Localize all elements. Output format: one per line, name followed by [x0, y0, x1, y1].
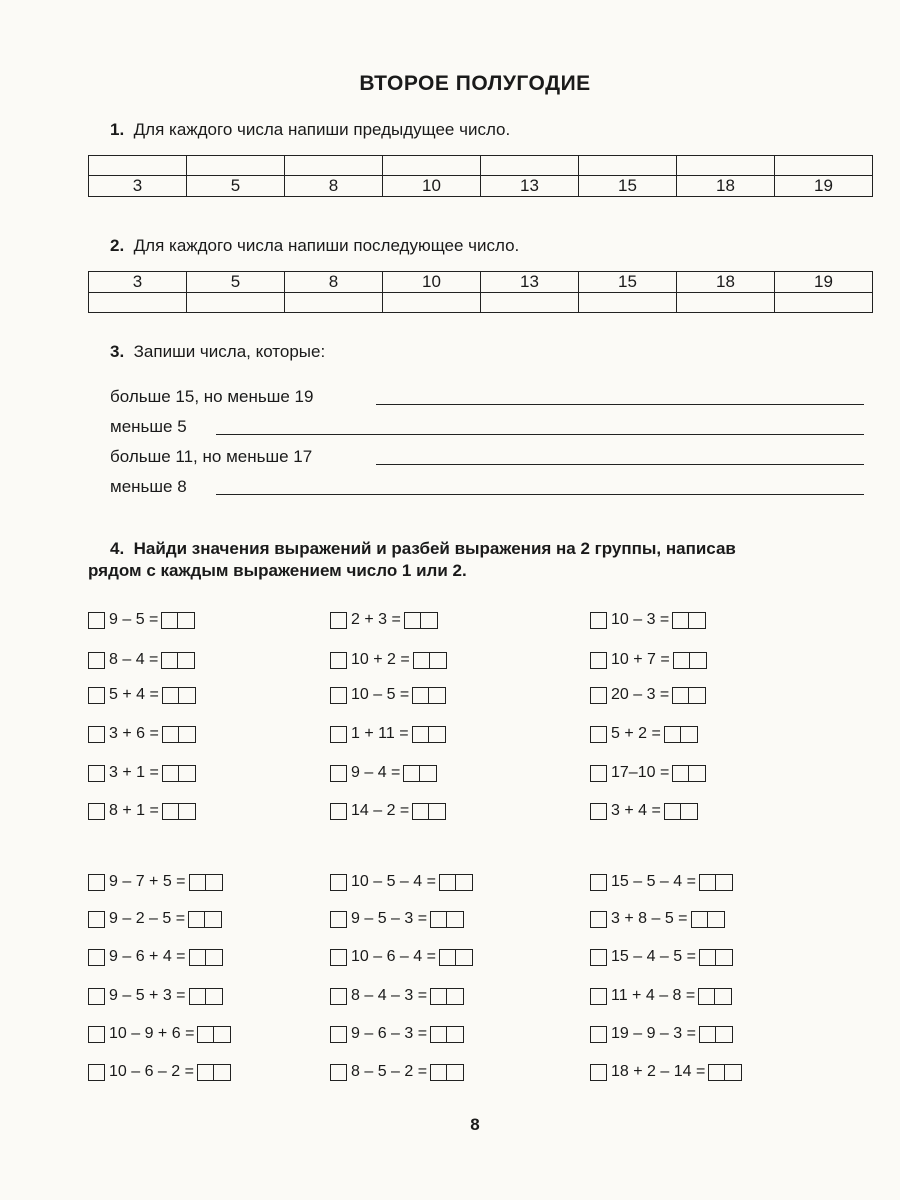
answer-boxes[interactable]	[691, 911, 725, 928]
task1-number-cell: 3	[89, 176, 187, 197]
answer-digit-box[interactable]	[421, 612, 438, 629]
answer-boxes[interactable]	[698, 988, 732, 1005]
group-number-box[interactable]	[330, 612, 347, 629]
answer-digit-box[interactable]	[673, 652, 690, 669]
answer-digit-box[interactable]	[681, 726, 698, 743]
task3-condition: меньше 5	[110, 417, 187, 436]
answer-boxes[interactable]	[403, 765, 437, 782]
answer-digit-box[interactable]	[189, 988, 206, 1005]
group-number-box[interactable]	[330, 874, 347, 891]
answer-boxes[interactable]	[197, 1064, 231, 1081]
expression-row	[88, 987, 223, 1005]
answer-boxes[interactable]	[412, 803, 446, 820]
group-number-box[interactable]	[590, 949, 607, 966]
answer-boxes[interactable]	[672, 765, 706, 782]
answer-boxes[interactable]	[162, 726, 196, 743]
answer-digit-box[interactable]	[430, 911, 447, 928]
answer-boxes[interactable]	[412, 726, 446, 743]
group-number-box[interactable]	[330, 949, 347, 966]
task2-answer-cell[interactable]	[579, 293, 677, 313]
task1-answer-cell[interactable]	[89, 156, 187, 176]
task4-heading	[110, 539, 870, 559]
answer-boxes[interactable]	[430, 1026, 464, 1043]
answer-digit-box[interactable]	[429, 726, 446, 743]
task1-answer-cell[interactable]	[383, 156, 481, 176]
answer-boxes[interactable]	[413, 652, 447, 669]
answer-digit-box[interactable]	[412, 803, 429, 820]
answer-boxes[interactable]	[188, 911, 222, 928]
answer-boxes[interactable]	[699, 1026, 733, 1043]
group-number-box[interactable]	[590, 911, 607, 928]
group-number-box[interactable]	[330, 988, 347, 1005]
answer-boxes[interactable]	[189, 874, 223, 891]
expression-text: 9 – 5 – 3 =	[351, 910, 428, 927]
answer-digit-box[interactable]	[447, 1026, 464, 1043]
expression-text: 17–10 =	[611, 764, 670, 781]
group-number-box[interactable]	[330, 726, 347, 743]
expression-row	[88, 611, 195, 629]
expression-text: 9 – 4 =	[351, 764, 401, 781]
answer-boxes[interactable]	[412, 687, 446, 704]
answer-digit-box[interactable]	[715, 988, 732, 1005]
group-number-box[interactable]	[590, 988, 607, 1005]
group-number-box[interactable]	[330, 652, 347, 669]
group-number-box[interactable]	[590, 1026, 607, 1043]
group-number-box[interactable]	[590, 765, 607, 782]
group-number-box[interactable]	[88, 1026, 105, 1043]
expression-text: 20 – 3 =	[611, 686, 670, 703]
expression-text: 11 + 4 – 8 =	[611, 987, 696, 1004]
answer-digit-box[interactable]	[708, 1064, 725, 1081]
answer-digit-box[interactable]	[179, 726, 196, 743]
expression-text: 5 + 4 =	[109, 686, 159, 703]
answer-digit-box[interactable]	[179, 765, 196, 782]
answer-digit-box[interactable]	[690, 652, 707, 669]
task4-text-line1: Найди значения выражений и разбей выражения на 2 группы, написав	[133, 539, 736, 558]
group-number-box[interactable]	[330, 687, 347, 704]
answer-digit-box[interactable]	[413, 652, 430, 669]
expression-text: 18 + 2 – 14 =	[611, 1063, 706, 1080]
answer-digit-box[interactable]	[197, 1026, 214, 1043]
expression-text: 3 + 6 =	[109, 725, 159, 742]
task4-text-line2: рядом с каждым выражением число 1 или 2.	[88, 561, 467, 580]
expression-text: 2 + 3 =	[351, 611, 401, 628]
answer-digit-box[interactable]	[691, 911, 708, 928]
answer-boxes[interactable]	[699, 949, 733, 966]
expression-row	[330, 686, 446, 704]
task2-number-cell: 13	[481, 272, 579, 293]
answer-boxes[interactable]	[161, 652, 195, 669]
expression-row	[88, 948, 223, 966]
group-number-box[interactable]	[88, 949, 105, 966]
answer-boxes[interactable]	[162, 687, 196, 704]
answer-digit-box[interactable]	[664, 803, 681, 820]
expression-text: 19 – 9 – 3 =	[611, 1025, 696, 1042]
task3-condition: меньше 8	[110, 477, 187, 496]
task1-text: Для каждого числа напиши предыдущее число.	[133, 120, 511, 139]
answer-boxes[interactable]	[699, 874, 733, 891]
expression-text: 10 – 3 =	[611, 611, 670, 628]
answer-boxes[interactable]	[430, 911, 464, 928]
task1-number-cell: 15	[579, 176, 677, 197]
task3-answer-line[interactable]	[376, 404, 864, 405]
answer-boxes[interactable]	[161, 612, 195, 629]
group-number-box[interactable]	[330, 765, 347, 782]
expression-row	[590, 1063, 742, 1081]
task3-text: Запиши числа, которые:	[133, 342, 326, 361]
page-number: 8	[470, 1115, 480, 1134]
answer-digit-box[interactable]	[161, 652, 178, 669]
answer-digit-box[interactable]	[205, 911, 222, 928]
task4-number: 4.	[110, 539, 125, 558]
answer-boxes[interactable]	[162, 765, 196, 782]
task3-condition: больше 11, но меньше 17	[110, 447, 313, 466]
answer-digit-box[interactable]	[672, 687, 689, 704]
task1-number-cell: 8	[285, 176, 383, 197]
expression-row	[330, 725, 446, 743]
expression-row	[88, 651, 195, 669]
answer-boxes[interactable]	[664, 803, 698, 820]
answer-digit-box[interactable]	[689, 687, 706, 704]
task1-heading	[110, 120, 510, 140]
expression-text: 10 – 5 =	[351, 686, 410, 703]
answer-digit-box[interactable]	[162, 687, 179, 704]
answer-digit-box[interactable]	[404, 612, 421, 629]
answer-digit-box[interactable]	[189, 874, 206, 891]
expression-row	[330, 802, 446, 820]
answer-digit-box[interactable]	[162, 765, 179, 782]
expression-row	[330, 1025, 464, 1043]
task2-number-cell: 3	[89, 272, 187, 293]
expression-row	[88, 802, 196, 820]
task1-number-cell: 13	[481, 176, 579, 197]
group-number-box[interactable]	[88, 874, 105, 891]
group-number-box[interactable]	[88, 911, 105, 928]
answer-digit-box[interactable]	[689, 765, 706, 782]
answer-digit-box[interactable]	[447, 911, 464, 928]
answer-digit-box[interactable]	[179, 687, 196, 704]
expression-text: 9 – 6 + 4 =	[109, 948, 186, 965]
task2-answer-cell[interactable]	[775, 293, 873, 313]
answer-digit-box[interactable]	[188, 911, 205, 928]
answer-digit-box[interactable]	[197, 1064, 214, 1081]
answer-digit-box[interactable]	[412, 726, 429, 743]
answer-digit-box[interactable]	[699, 874, 716, 891]
answer-digit-box[interactable]	[672, 612, 689, 629]
expression-row	[330, 910, 464, 928]
task2-heading	[110, 236, 519, 256]
expression-row	[330, 1063, 464, 1081]
expression-text: 15 – 5 – 4 =	[611, 873, 696, 890]
answer-digit-box[interactable]	[439, 949, 456, 966]
answer-boxes[interactable]	[672, 687, 706, 704]
expression-row	[330, 948, 473, 966]
expression-row	[590, 1025, 733, 1043]
answer-digit-box[interactable]	[447, 1064, 464, 1081]
task2-answer-cell[interactable]	[677, 293, 775, 313]
expression-row	[590, 802, 698, 820]
expression-row	[88, 1063, 231, 1081]
answer-boxes[interactable]	[430, 988, 464, 1005]
task2-answer-cell[interactable]	[481, 293, 579, 313]
task3-answer-line[interactable]	[216, 494, 864, 495]
expression-row	[330, 987, 464, 1005]
expression-row	[590, 725, 698, 743]
answer-boxes[interactable]	[404, 612, 438, 629]
task1-number-cell: 10	[383, 176, 481, 197]
answer-digit-box[interactable]	[456, 874, 473, 891]
expression-text: 3 + 8 – 5 =	[611, 910, 688, 927]
answer-digit-box[interactable]	[716, 949, 733, 966]
task1-number-cell: 5	[187, 176, 285, 197]
expression-text: 8 – 4 – 3 =	[351, 987, 428, 1004]
task2-number-cell: 5	[187, 272, 285, 293]
answer-digit-box[interactable]	[430, 1026, 447, 1043]
expression-text: 8 – 4 =	[109, 651, 159, 668]
expression-text: 9 – 6 – 3 =	[351, 1025, 428, 1042]
expression-row	[590, 764, 706, 782]
answer-digit-box[interactable]	[456, 949, 473, 966]
task3-number: 3.	[110, 342, 125, 361]
task1-number: 1.	[110, 120, 125, 139]
answer-boxes[interactable]	[197, 1026, 231, 1043]
group-number-box[interactable]	[590, 726, 607, 743]
expression-text: 10 – 9 + 6 =	[109, 1025, 195, 1042]
expression-text: 15 – 4 – 5 =	[611, 948, 696, 965]
answer-digit-box[interactable]	[430, 1064, 447, 1081]
task2-text: Для каждого числа напиши последующее число.	[133, 236, 520, 255]
expression-text: 3 + 4 =	[611, 802, 661, 819]
expression-text: 8 – 5 – 2 =	[351, 1063, 428, 1080]
answer-digit-box[interactable]	[214, 1026, 231, 1043]
task2-table	[88, 271, 873, 313]
answer-digit-box[interactable]	[403, 765, 420, 782]
answer-boxes[interactable]	[189, 949, 223, 966]
answer-digit-box[interactable]	[179, 803, 196, 820]
answer-digit-box[interactable]	[430, 988, 447, 1005]
expression-row	[590, 948, 733, 966]
task1-answer-cell[interactable]	[285, 156, 383, 176]
answer-boxes[interactable]	[430, 1064, 464, 1081]
task2-answer-cell[interactable]	[383, 293, 481, 313]
answer-digit-box[interactable]	[214, 1064, 231, 1081]
expression-text: 10 – 6 – 2 =	[109, 1063, 194, 1080]
expression-row	[88, 764, 196, 782]
answer-digit-box[interactable]	[430, 652, 447, 669]
answer-digit-box[interactable]	[429, 687, 446, 704]
task3-heading	[110, 342, 325, 362]
task1-answer-cell[interactable]	[775, 156, 873, 176]
answer-digit-box[interactable]	[178, 612, 195, 629]
answer-digit-box[interactable]	[447, 988, 464, 1005]
group-number-box[interactable]	[88, 652, 105, 669]
task2-number-cell: 15	[579, 272, 677, 293]
expression-text: 10 + 2 =	[351, 651, 410, 668]
task2-number-cell: 19	[775, 272, 873, 293]
answer-digit-box[interactable]	[716, 1026, 733, 1043]
answer-boxes[interactable]	[439, 949, 473, 966]
group-number-box[interactable]	[590, 687, 607, 704]
answer-boxes[interactable]	[673, 652, 707, 669]
group-number-box[interactable]	[590, 874, 607, 891]
expression-text: 14 – 2 =	[351, 802, 410, 819]
expression-text: 9 – 7 + 5 =	[109, 873, 186, 890]
group-number-box[interactable]	[330, 803, 347, 820]
expression-row	[88, 725, 196, 743]
expression-row	[330, 651, 447, 669]
group-number-box[interactable]	[590, 652, 607, 669]
task2-answer-cell[interactable]	[187, 293, 285, 313]
answer-digit-box[interactable]	[206, 874, 223, 891]
group-number-box[interactable]	[88, 612, 105, 629]
group-number-box[interactable]	[590, 803, 607, 820]
answer-digit-box[interactable]	[429, 803, 446, 820]
expression-row	[330, 873, 473, 891]
answer-digit-box[interactable]	[699, 949, 716, 966]
answer-boxes[interactable]	[672, 612, 706, 629]
expression-row	[590, 651, 707, 669]
answer-digit-box[interactable]	[708, 911, 725, 928]
answer-boxes[interactable]	[664, 726, 698, 743]
expression-row	[590, 873, 733, 891]
expression-text: 8 + 1 =	[109, 802, 159, 819]
answer-digit-box[interactable]	[178, 652, 195, 669]
task2-answer-cell[interactable]	[89, 293, 187, 313]
answer-digit-box[interactable]	[412, 687, 429, 704]
task3-answer-line[interactable]	[216, 434, 864, 435]
task3-condition: больше 15, но меньше 19	[110, 387, 314, 406]
answer-digit-box[interactable]	[162, 803, 179, 820]
page-title: ВТОРОЕ ПОЛУГОДИЕ	[359, 72, 591, 95]
task1-answer-cell[interactable]	[187, 156, 285, 176]
group-number-box[interactable]	[88, 687, 105, 704]
answer-boxes[interactable]	[162, 803, 196, 820]
task2-answer-cell[interactable]	[285, 293, 383, 313]
group-number-box[interactable]	[590, 1064, 607, 1081]
answer-digit-box[interactable]	[672, 765, 689, 782]
expression-row	[590, 910, 725, 928]
group-number-box[interactable]	[88, 765, 105, 782]
expression-text: 5 + 2 =	[611, 725, 661, 742]
task1-number-cell: 19	[775, 176, 873, 197]
task2-number-cell: 18	[677, 272, 775, 293]
answer-digit-box[interactable]	[420, 765, 437, 782]
task2-number: 2.	[110, 236, 125, 255]
task1-answer-cell[interactable]	[481, 156, 579, 176]
answer-digit-box[interactable]	[161, 612, 178, 629]
answer-boxes[interactable]	[708, 1064, 742, 1081]
expression-row	[330, 611, 438, 629]
answer-digit-box[interactable]	[681, 803, 698, 820]
expression-text: 9 – 5 =	[109, 611, 159, 628]
task1-answer-cell[interactable]	[677, 156, 775, 176]
task2-number-cell: 8	[285, 272, 383, 293]
answer-digit-box[interactable]	[206, 988, 223, 1005]
group-number-box[interactable]	[88, 1064, 105, 1081]
expression-row	[590, 987, 732, 1005]
task1-number-cell: 18	[677, 176, 775, 197]
answer-digit-box[interactable]	[439, 874, 456, 891]
group-number-box[interactable]	[88, 726, 105, 743]
expression-row	[88, 910, 222, 928]
expression-text: 9 – 5 + 3 =	[109, 987, 186, 1004]
group-number-box[interactable]	[330, 1064, 347, 1081]
expression-text: 1 + 11 =	[351, 725, 409, 742]
expression-text: 9 – 2 – 5 =	[109, 910, 186, 927]
answer-digit-box[interactable]	[664, 726, 681, 743]
answer-digit-box[interactable]	[689, 612, 706, 629]
expression-row	[88, 686, 196, 704]
expression-row	[330, 764, 437, 782]
group-number-box[interactable]	[88, 803, 105, 820]
group-number-box[interactable]	[330, 1026, 347, 1043]
expression-text: 10 – 5 – 4 =	[351, 873, 436, 890]
expression-row	[590, 686, 706, 704]
task2-number-cell: 10	[383, 272, 481, 293]
task3-answer-line[interactable]	[376, 464, 864, 465]
task1-answer-cell[interactable]	[579, 156, 677, 176]
expression-text: 10 + 7 =	[611, 651, 670, 668]
answer-digit-box[interactable]	[716, 874, 733, 891]
expression-text: 3 + 1 =	[109, 764, 159, 781]
answer-digit-box[interactable]	[698, 988, 715, 1005]
answer-boxes[interactable]	[439, 874, 473, 891]
group-number-box[interactable]	[88, 988, 105, 1005]
expression-row	[88, 1025, 231, 1043]
expression-row	[590, 611, 706, 629]
task4-heading-line2	[88, 561, 467, 581]
answer-digit-box[interactable]	[725, 1064, 742, 1081]
task1-table	[88, 155, 873, 197]
answer-digit-box[interactable]	[206, 949, 223, 966]
group-number-box[interactable]	[330, 911, 347, 928]
group-number-box[interactable]	[590, 612, 607, 629]
expression-text: 10 – 6 – 4 =	[351, 948, 436, 965]
expression-row	[88, 873, 223, 891]
answer-boxes[interactable]	[189, 988, 223, 1005]
answer-digit-box[interactable]	[699, 1026, 716, 1043]
answer-digit-box[interactable]	[162, 726, 179, 743]
answer-digit-box[interactable]	[189, 949, 206, 966]
